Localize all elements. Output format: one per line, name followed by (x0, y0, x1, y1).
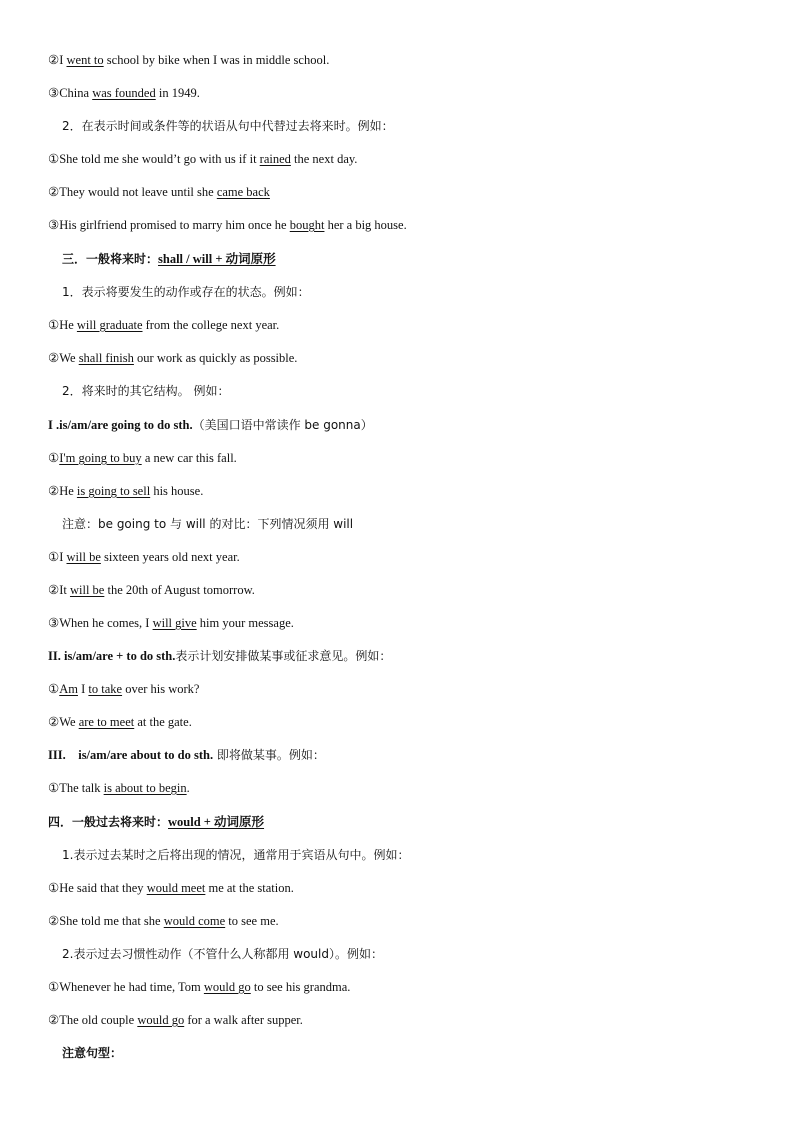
example-would-meet (48, 880, 294, 896)
example-rained (48, 151, 357, 167)
text: ②I (48, 53, 67, 67)
text: . (186, 781, 190, 795)
text: me at the station. (205, 881, 294, 895)
underlined-verb: shall finish (78, 351, 134, 365)
text: 注意句型： (62, 1046, 123, 1060)
formula: I .is/am/are going to do sth. (48, 418, 193, 432)
underlined-verb: I'm going to buy (59, 451, 142, 465)
text: sixteen years old next year. (100, 550, 240, 564)
text: ②It (48, 583, 70, 597)
underlined-verb: Am (59, 682, 78, 696)
formula: II. is/am/are + to do sth. (48, 649, 176, 663)
rule-2-heading (62, 383, 229, 399)
example-will-be-date (48, 582, 255, 598)
example-going-to-buy (48, 450, 237, 466)
text: to see me. (225, 914, 279, 928)
text: ③China (48, 86, 93, 100)
underlined-verb: to take (88, 682, 123, 696)
underlined-verb: came back (216, 185, 270, 199)
text: 1．表示将要发生的动作或存在的状态。例如： (62, 285, 310, 299)
text: in 1949. (155, 86, 200, 100)
text: 1.表示过去某时之后将出现的情况，通常用于宾语从句中。例如： (62, 848, 410, 862)
formula: would + 动词原形 (168, 815, 265, 829)
text: 三．一般将来时： (62, 252, 159, 266)
text: 表示计划安排做某事或征求意见。例如： (175, 649, 392, 663)
text: ②He (48, 484, 77, 498)
text: the 20th of August tomorrow. (104, 583, 255, 597)
text: 四．一般过去将来时： (48, 815, 169, 829)
underlined-verb: will be (69, 583, 105, 597)
text: ①He said that they (48, 881, 147, 895)
example-going-to-sell (48, 483, 203, 499)
text: 2.表示过去习惯性动作（不管什么人称都用 would）。例如： (62, 947, 383, 961)
text: him your message. (196, 616, 294, 630)
text: ③His girlfriend promised to marry him once he (48, 218, 290, 232)
structure-2-heading (48, 648, 391, 664)
example-will-graduate (48, 317, 279, 333)
rule-1-heading (62, 847, 409, 863)
text: his house. (150, 484, 204, 498)
underlined-verb: would go (137, 1013, 185, 1027)
structure-1-heading (48, 417, 373, 433)
underlined-verb: went to (66, 53, 104, 67)
text: school by bike when I was in middle school. (103, 53, 330, 67)
text: to see his grandma. (250, 980, 351, 994)
example-went-to (48, 52, 329, 68)
example-came-back (48, 184, 270, 200)
underlined-verb: will give (152, 616, 197, 630)
underlined-verb: will graduate (76, 318, 143, 332)
text: from the college next year. (142, 318, 280, 332)
example-would-go-walk (48, 1012, 303, 1028)
text: at the gate. (134, 715, 192, 729)
rule-2-heading (62, 946, 383, 962)
structure-3-heading (48, 747, 325, 763)
text: a new car this fall. (141, 451, 237, 465)
note-pattern-heading (62, 1045, 122, 1061)
text: ① (48, 682, 60, 696)
text: her a big house. (324, 218, 407, 232)
example-to-take (48, 681, 199, 697)
underlined-verb: is about to begin (103, 781, 187, 795)
text: 注意：be going to 与 will 的对比：下列情况须用 will (62, 517, 354, 531)
text: ①He (48, 318, 77, 332)
text: over his work? (122, 682, 200, 696)
formula: III. is/am/are about to do sth. (48, 748, 214, 762)
text: the next day. (290, 152, 358, 166)
text: 即将做某事。例如： (213, 748, 325, 762)
underlined-verb: is going to sell (76, 484, 151, 498)
text: ②We (48, 715, 79, 729)
underlined-verb: would go (203, 980, 251, 994)
example-bought (48, 217, 407, 233)
section-4-heading (48, 814, 264, 830)
text: ②They would not leave until she (48, 185, 217, 199)
underlined-verb: would come (163, 914, 226, 928)
example-are-to-meet (48, 714, 192, 730)
text: 2．将来时的其它结构。 例如： (62, 384, 230, 398)
underlined-verb: was founded (92, 86, 156, 100)
note-line (62, 516, 353, 532)
example-will-give (48, 615, 294, 631)
example-will-be-sixteen (48, 549, 240, 565)
text: ①She told me she would’t go with us if it (48, 152, 260, 166)
underlined-verb: are to meet (78, 715, 135, 729)
section-3-heading (62, 251, 276, 267)
rule-1-heading (62, 284, 310, 300)
text: ① (48, 451, 60, 465)
text: ②We (48, 351, 79, 365)
text: our work as quickly as possible. (133, 351, 298, 365)
text: ②She told me that she (48, 914, 164, 928)
text: ③When he comes, I (48, 616, 153, 630)
example-about-to-begin (48, 780, 190, 796)
underlined-verb: will be (66, 550, 101, 564)
text: I (77, 682, 89, 696)
text: for a walk after supper. (184, 1013, 303, 1027)
rule-2-heading (62, 118, 394, 134)
example-shall-finish (48, 350, 297, 366)
example-was-founded (48, 85, 200, 101)
text: （美国口语中常读作 be gonna） (192, 418, 373, 432)
text: ①I (48, 550, 67, 564)
text: ②The old couple (48, 1013, 138, 1027)
underlined-verb: rained (259, 152, 291, 166)
underlined-verb: would meet (146, 881, 206, 895)
text: 2．在表示时间或条件等的状语从句中代替过去将来时。例如： (62, 119, 394, 133)
formula: shall / will + 动词原形 (158, 252, 276, 266)
underlined-verb: bought (289, 218, 325, 232)
example-would-come (48, 913, 279, 929)
example-would-go-grandma (48, 979, 350, 995)
text: ①Whenever he had time, Tom (48, 980, 204, 994)
text: ①The talk (48, 781, 104, 795)
